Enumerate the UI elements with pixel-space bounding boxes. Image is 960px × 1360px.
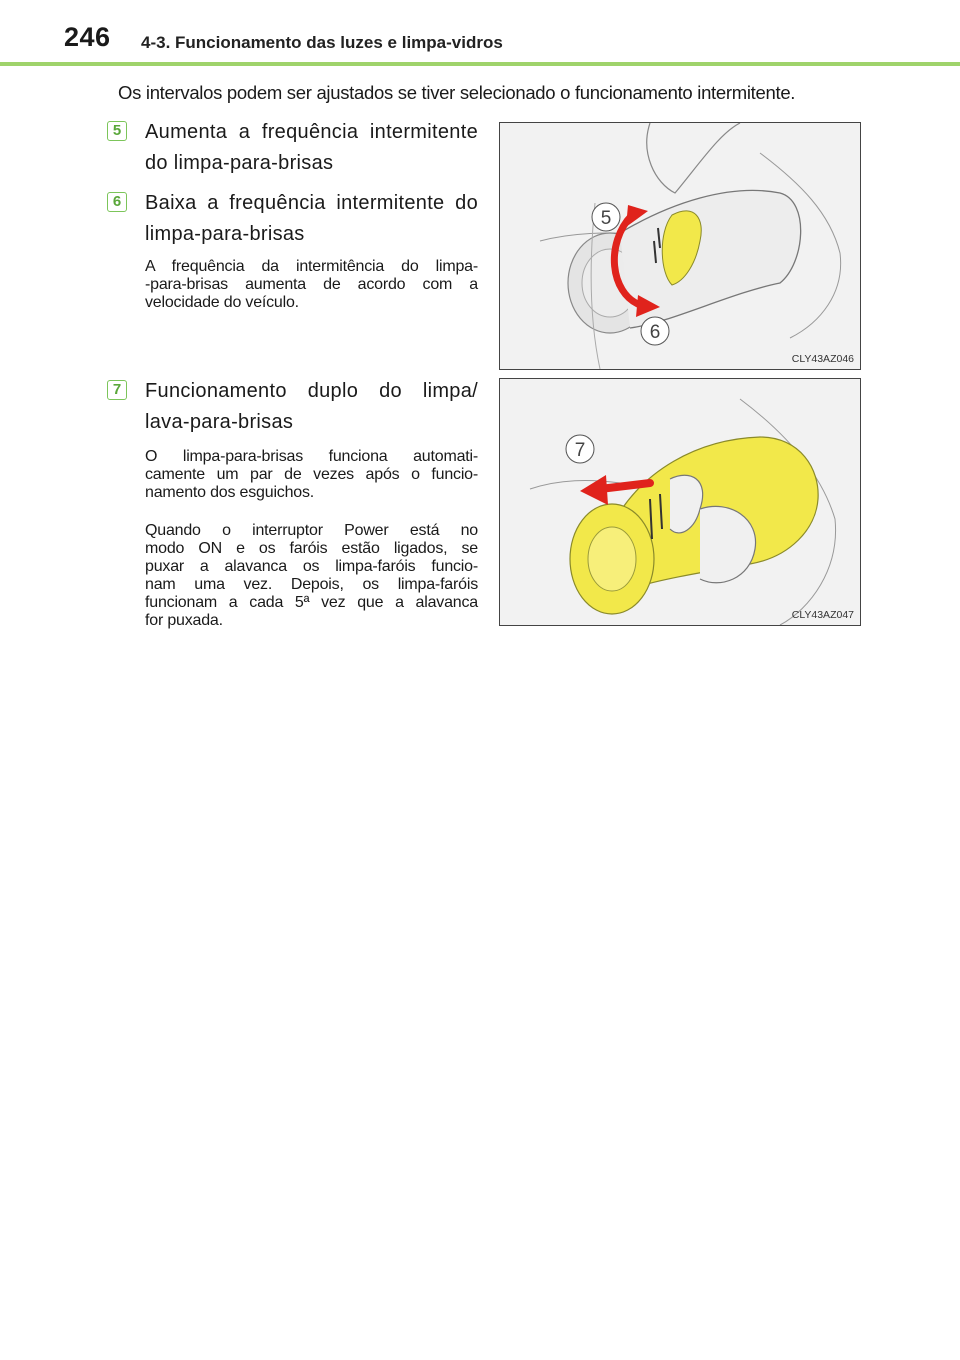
item-title-6-line2: limpa-para-brisas [145, 223, 305, 245]
note-line: camente um par de vezes após o funcio- [145, 466, 478, 483]
page-number: 246 [64, 22, 111, 52]
item-title-6 [145, 188, 478, 250]
figure-code: CLY43AZ046 [791, 353, 854, 365]
callout-5: 5 [600, 208, 612, 229]
note-line: -para-brisas aumenta de acordo com a [145, 276, 478, 293]
item-marker-6: 6 [107, 192, 127, 212]
note-line: modo ON e os faróis estão ligados, se [145, 540, 478, 557]
item-marker-5: 5 [107, 121, 127, 141]
callout-7: 7 [574, 440, 586, 461]
item-title-7 [145, 376, 478, 438]
item-title-5 [145, 117, 478, 179]
item-title-5-line1: Aumenta a frequência intermitente [145, 121, 478, 143]
item-title-7-line1: Funcionamento duplo do limpa/ [145, 380, 478, 402]
section-title: 4-3. Funcionamento das luzes e limpa-vidros [141, 33, 503, 52]
item-7-note-2 [145, 522, 478, 630]
item-title-6-line1: Baixa a frequência intermitente do [145, 192, 478, 214]
note-line: A frequência da intermitência do limpa- [145, 258, 478, 275]
note-line: Quando o interruptor Power está no [145, 522, 478, 539]
wiper-lever-pull-illustration [500, 379, 860, 625]
item-6-note [145, 258, 478, 312]
note-line: velocidade do veículo. [145, 294, 299, 311]
note-line: nam uma vez. Depois, os limpa-faróis [145, 576, 478, 593]
item-title-5-line2: do limpa-para-brisas [145, 152, 334, 174]
figure-wiper-washer [499, 378, 861, 626]
item-title-7-line2: lava-para-brisas [145, 411, 294, 433]
note-line: puxar a alavanca os limpa-faróis funcio- [145, 558, 478, 575]
figure-code: CLY43AZ047 [791, 609, 854, 621]
wiper-lever-rotation-illustration [500, 123, 860, 369]
note-line: O limpa-para-brisas funciona automati- [145, 448, 478, 465]
note-line: namento dos esguichos. [145, 484, 315, 501]
item-7-note-1 [145, 448, 478, 502]
figure-wiper-frequency [499, 122, 861, 370]
header-rule [0, 62, 960, 66]
callout-6: 6 [649, 322, 661, 343]
item-marker-7: 7 [107, 380, 127, 400]
note-line: funcionam a cada 5ª vez que a alavanca [145, 594, 478, 611]
note-line: for puxada. [145, 612, 223, 629]
intro-text: Os intervalos podem ser ajustados se tiver selecionado o funcionamento intermitente. [118, 82, 796, 103]
